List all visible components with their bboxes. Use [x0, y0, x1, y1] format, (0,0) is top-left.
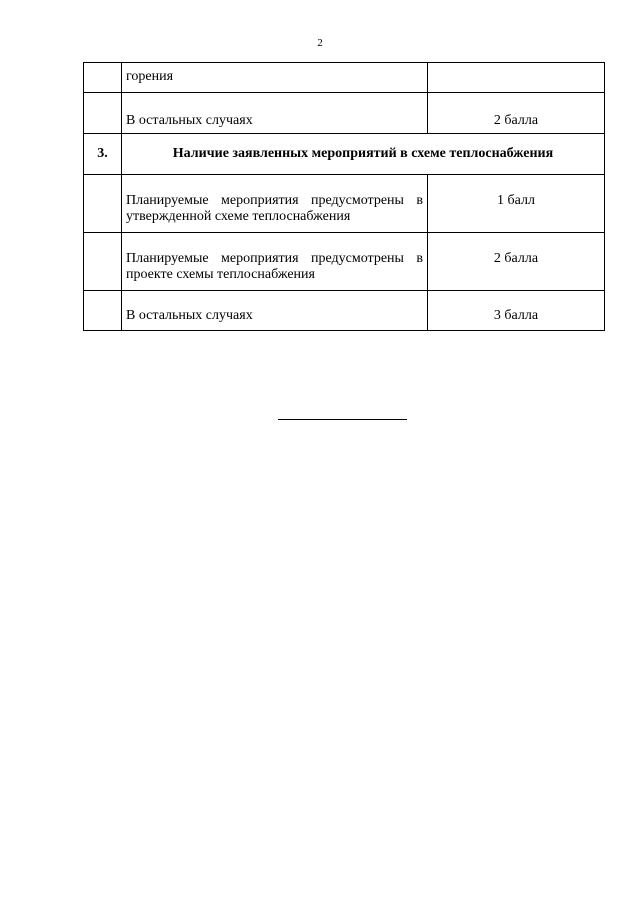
table-row: [84, 291, 605, 331]
row-score-text: 3 балла: [493, 308, 539, 323]
table-row: [84, 63, 605, 93]
row-description: [122, 175, 428, 233]
row-description: [122, 93, 428, 134]
row-description: [122, 291, 428, 331]
table-row: [84, 175, 605, 233]
row-score: [428, 175, 605, 233]
row-score-text: [428, 63, 604, 66]
row-score: [428, 291, 605, 331]
table-row: [84, 93, 605, 134]
section-title: Наличие заявленных мероприятий в схеме теплоснабжения: [122, 134, 605, 175]
section-row: [84, 134, 605, 175]
row-number: [84, 93, 122, 134]
row-score-text: 1 балл: [497, 193, 535, 208]
row-number: [84, 233, 122, 291]
page-number: 2: [317, 37, 323, 49]
row-description: [122, 233, 428, 291]
row-number: [84, 175, 122, 233]
row-score-text: 2 балла: [493, 251, 539, 266]
section-number: 3.: [84, 134, 122, 175]
row-number: [84, 291, 122, 331]
row-score: [428, 63, 605, 93]
row-score-text: 2 балла: [493, 113, 539, 128]
row-description-text: горения: [126, 69, 174, 84]
row-description-text: Планируемые мероприятия предусмотрены в утвержденной схеме теплоснабжения: [126, 193, 423, 224]
row-description-text: В остальных случаях: [126, 113, 253, 128]
row-score: [428, 233, 605, 291]
row-description-text: Планируемые мероприятия предусмотрены в проекте схемы теплоснабжения: [126, 251, 423, 282]
criteria-table: [83, 62, 605, 331]
table-row: [84, 233, 605, 291]
row-description-text: В остальных случаях: [126, 308, 253, 323]
end-of-document-rule: [278, 419, 407, 420]
row-description: [122, 63, 428, 93]
row-number: [84, 63, 122, 93]
row-score: [428, 93, 605, 134]
